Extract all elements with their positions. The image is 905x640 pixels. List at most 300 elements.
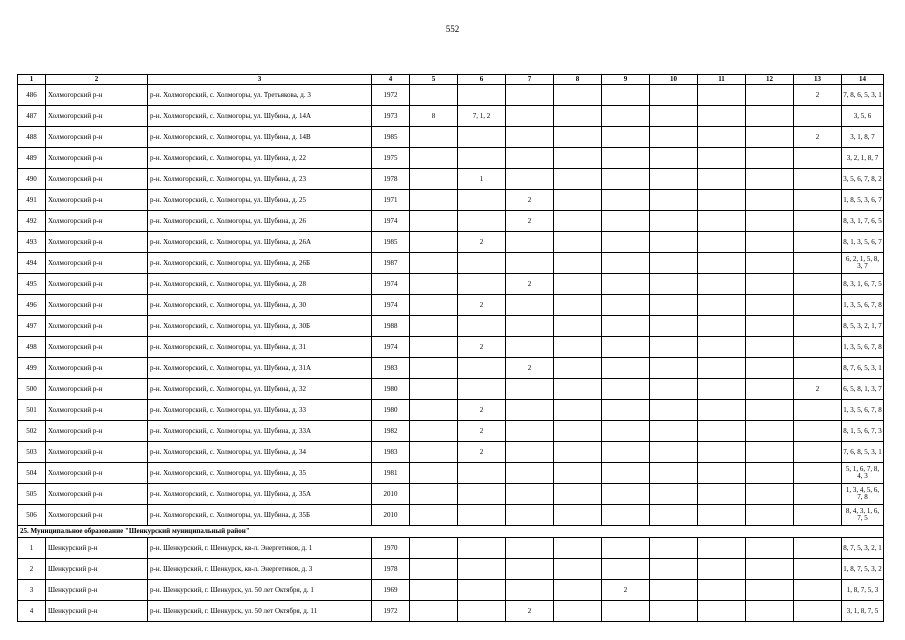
col6-cell [458,379,506,400]
col13-cell [794,442,842,463]
year-cell: 1985 [372,127,410,148]
row-number: 494 [18,253,46,274]
col11-cell [698,580,746,601]
table-row [18,538,884,559]
table-row [18,232,884,253]
col5-cell [410,127,458,148]
district-cell: Холмогорский р-н [46,463,148,484]
col10-cell [650,400,698,421]
address-cell: р-н. Холмогорский, с. Холмогоры, ул. Шубина, д. 23 [148,169,372,190]
district-cell: Шенкурский р-н [46,601,148,622]
table-row [18,484,884,505]
col11-cell [698,127,746,148]
address-cell: р-н. Холмогорский, с. Холмогоры, ул. Шубина, д. 33А [148,421,372,442]
district-cell: Холмогорский р-н [46,421,148,442]
col8-cell [554,538,602,559]
year-cell: 1970 [372,538,410,559]
col5-cell [410,295,458,316]
row-number: 498 [18,337,46,358]
col6-cell [458,316,506,337]
col12-cell [746,421,794,442]
col6-cell: 2 [458,400,506,421]
col6-cell: 2 [458,295,506,316]
col11-cell [698,274,746,295]
year-cell: 1972 [372,601,410,622]
address-cell: р-н. Холмогорский, с. Холмогоры, ул. Шубина, д. 31 [148,337,372,358]
col14-cell: 8, 4, 3, 1, 6, 7, 5 [842,505,884,526]
row-number: 490 [18,169,46,190]
row-number: 504 [18,463,46,484]
col8-cell [554,106,602,127]
table-row [18,316,884,337]
col7-cell [506,253,554,274]
col12-cell [746,190,794,211]
row-number: 497 [18,316,46,337]
col7-cell [506,505,554,526]
district-cell: Холмогорский р-н [46,442,148,463]
col7-cell [506,169,554,190]
row-number: 496 [18,295,46,316]
col12-cell [746,253,794,274]
col5-cell [410,85,458,106]
col9-cell [602,337,650,358]
column-header-8: 8 [554,75,602,85]
col9-cell [602,601,650,622]
year-cell: 1983 [372,442,410,463]
district-cell: Холмогорский р-н [46,379,148,400]
col6-cell [458,505,506,526]
row-number: 4 [18,601,46,622]
col14-cell: 8, 7, 6, 5, 3, 1 [842,358,884,379]
column-header-5: 5 [410,75,458,85]
col14-cell: 3, 5, 6, 7, 8, 2 [842,169,884,190]
col14-cell: 8, 7, 5, 3, 2, 1 [842,538,884,559]
col8-cell [554,127,602,148]
col13-cell [794,559,842,580]
col14-cell: 7, 8, 6, 5, 3, 1 [842,85,884,106]
table-body-kholmogory-a [18,85,884,316]
address-cell: р-н. Холмогорский, с. Холмогоры, ул. Шубина, д. 33 [148,400,372,421]
col10-cell [650,274,698,295]
col13-cell [794,505,842,526]
row-number: 493 [18,232,46,253]
col10-cell [650,358,698,379]
row-number: 491 [18,190,46,211]
col11-cell [698,295,746,316]
table-row [18,127,884,148]
col6-cell [458,601,506,622]
col13-cell [794,337,842,358]
table-row [18,559,884,580]
col5-cell [410,358,458,379]
col11-cell [698,379,746,400]
col14-cell: 8, 5, 3, 2, 1, 7 [842,316,884,337]
col5-cell [410,211,458,232]
col7-cell [506,106,554,127]
table-row [18,442,884,463]
col6-cell [458,85,506,106]
col14-cell: 3, 2, 1, 8, 7 [842,148,884,169]
row-number: 499 [18,358,46,379]
col5-cell [410,253,458,274]
col13-cell [794,106,842,127]
year-cell: 1987 [372,253,410,274]
col13-cell [794,169,842,190]
district-cell: Холмогорский р-н [46,253,148,274]
col9-cell [602,85,650,106]
col12-cell [746,274,794,295]
col9-cell [602,295,650,316]
col6-cell: 2 [458,232,506,253]
col14-cell: 1, 3, 4, 5, 6, 7, 8 [842,484,884,505]
table-row [18,274,884,295]
col7-cell: 2 [506,358,554,379]
col9-cell [602,505,650,526]
district-cell: Холмогорский р-н [46,190,148,211]
col14-cell: 8, 1, 5, 6, 7, 3 [842,421,884,442]
table-row [18,358,884,379]
col12-cell [746,148,794,169]
col8-cell [554,484,602,505]
col9-cell [602,169,650,190]
col13-cell [794,538,842,559]
col14-cell: 3, 1, 8, 7, 5 [842,601,884,622]
col5-cell [410,169,458,190]
year-cell: 1973 [372,106,410,127]
col14-cell: 1, 8, 7, 5, 3, 2 [842,559,884,580]
col11-cell [698,232,746,253]
col5-cell [410,400,458,421]
col14-cell: 1, 8, 5, 3, 6, 7 [842,190,884,211]
page-number: 552 [445,24,460,34]
col10-cell [650,442,698,463]
address-cell: р-н. Шенкурский, г. Шенкурск, ул. 50 лет Октября, д. 11 [148,601,372,622]
col12-cell [746,442,794,463]
col6-cell [458,358,506,379]
col5-cell [410,463,458,484]
col14-cell: 5, 1, 6, 7, 8, 4, 3 [842,463,884,484]
address-cell: р-н. Холмогорский, с. Холмогоры, ул. Шубина, д. 26 [148,211,372,232]
column-header-14: 14 [842,75,884,85]
col8-cell [554,601,602,622]
column-header-10: 10 [650,75,698,85]
district-cell: Холмогорский р-н [46,211,148,232]
year-cell: 1981 [372,463,410,484]
col6-cell [458,580,506,601]
year-cell: 1974 [372,274,410,295]
col5-cell [410,316,458,337]
col13-cell [794,316,842,337]
col9-cell [602,484,650,505]
district-cell: Холмогорский р-н [46,232,148,253]
row-number: 503 [18,442,46,463]
col13-cell [794,601,842,622]
table-body-shenkursk [18,538,884,622]
col12-cell [746,505,794,526]
col10-cell [650,337,698,358]
col7-cell [506,85,554,106]
housing-table [17,74,884,622]
table-row [18,580,884,601]
table-header-row [18,75,884,85]
col5-cell [410,337,458,358]
table-row [18,211,884,232]
col7-cell [506,337,554,358]
year-cell: 1988 [372,316,410,337]
column-header-7: 7 [506,75,554,85]
column-header-3: 3 [148,75,372,85]
address-cell: р-н. Шенкурский, г. Шенкурск, кв-л. Энергетиков, д. 3 [148,559,372,580]
address-cell: р-н. Холмогорский, с. Холмогоры, ул. Шубина, д. 35Б [148,505,372,526]
col11-cell [698,211,746,232]
col12-cell [746,484,794,505]
col11-cell [698,316,746,337]
column-header-6: 6 [458,75,506,85]
district-cell: Шенкурский р-н [46,538,148,559]
col9-cell [602,211,650,232]
year-cell: 1969 [372,580,410,601]
district-cell: Холмогорский р-н [46,484,148,505]
year-cell: 1978 [372,559,410,580]
col14-cell: 1, 3, 5, 6, 7, 8 [842,400,884,421]
col7-cell [506,379,554,400]
col14-cell: 7, 6, 8, 5, 3, 1 [842,442,884,463]
col5-cell [410,421,458,442]
col11-cell [698,601,746,622]
col8-cell [554,295,602,316]
col9-cell [602,538,650,559]
col13-cell [794,484,842,505]
year-cell: 1971 [372,190,410,211]
col10-cell [650,190,698,211]
table-body-kholmogory-b [18,316,884,526]
col12-cell [746,337,794,358]
address-cell: р-н. Холмогорский, с. Холмогоры, ул. Шубина, д. 25 [148,190,372,211]
district-cell: Холмогорский р-н [46,505,148,526]
col11-cell [698,463,746,484]
col9-cell [602,379,650,400]
col8-cell [554,169,602,190]
col7-cell [506,580,554,601]
district-cell: Шенкурский р-н [46,580,148,601]
table-row [18,400,884,421]
col9-cell [602,316,650,337]
district-cell: Холмогорский р-н [46,127,148,148]
col6-cell [458,484,506,505]
col10-cell [650,463,698,484]
col11-cell [698,400,746,421]
col9-cell [602,232,650,253]
col10-cell [650,148,698,169]
year-cell: 2010 [372,484,410,505]
col5-cell [410,379,458,400]
col6-cell [458,274,506,295]
table-row [18,505,884,526]
col13-cell: 2 [794,127,842,148]
year-cell: 1978 [372,169,410,190]
district-cell: Холмогорский р-н [46,400,148,421]
address-cell: р-н. Холмогорский, с. Холмогоры, ул. Шубина, д. 22 [148,148,372,169]
col7-cell: 2 [506,274,554,295]
col12-cell [746,169,794,190]
col9-cell: 2 [602,580,650,601]
table-row [18,601,884,622]
col10-cell [650,559,698,580]
col10-cell [650,106,698,127]
col12-cell [746,211,794,232]
col13-cell [794,274,842,295]
col7-cell [506,148,554,169]
col11-cell [698,442,746,463]
address-cell: р-н. Холмогорский, с. Холмогоры, ул. Шубина, д. 26Б [148,253,372,274]
col11-cell [698,106,746,127]
row-number: 488 [18,127,46,148]
table-row [18,463,884,484]
col9-cell [602,148,650,169]
col10-cell [650,295,698,316]
row-number: 502 [18,421,46,442]
year-cell: 1983 [372,358,410,379]
col12-cell [746,400,794,421]
col6-cell: 2 [458,442,506,463]
col9-cell [602,274,650,295]
district-cell: Холмогорский р-н [46,148,148,169]
col8-cell [554,559,602,580]
district-cell: Холмогорский р-н [46,337,148,358]
row-number: 487 [18,106,46,127]
col13-cell: 2 [794,85,842,106]
col12-cell [746,463,794,484]
col14-cell: 1, 3, 5, 6, 7, 8 [842,337,884,358]
col7-cell [506,559,554,580]
col14-cell: 8, 1, 3, 5, 6, 7 [842,232,884,253]
table-row [18,421,884,442]
column-header-13: 13 [794,75,842,85]
col6-cell [458,148,506,169]
row-number: 492 [18,211,46,232]
col11-cell [698,358,746,379]
col6-cell [458,127,506,148]
address-cell: р-н. Холмогорский, с. Холмогоры, ул. Шубина, д. 35А [148,484,372,505]
year-cell: 1974 [372,295,410,316]
row-number: 1 [18,538,46,559]
col9-cell [602,400,650,421]
col8-cell [554,337,602,358]
col7-cell [506,421,554,442]
col5-cell [410,232,458,253]
col9-cell [602,358,650,379]
row-number: 501 [18,400,46,421]
col8-cell [554,442,602,463]
col5-cell [410,484,458,505]
year-cell: 1982 [372,421,410,442]
col11-cell [698,253,746,274]
district-cell: Шенкурский р-н [46,559,148,580]
col12-cell [746,538,794,559]
district-cell: Холмогорский р-н [46,316,148,337]
year-cell: 1985 [372,232,410,253]
col12-cell [746,358,794,379]
col14-cell: 3, 1, 8, 7 [842,127,884,148]
col5-cell [410,274,458,295]
col8-cell [554,421,602,442]
table-row [18,106,884,127]
row-number: 506 [18,505,46,526]
col12-cell [746,85,794,106]
address-cell: р-н. Холмогорский, с. Холмогоры, ул. Шубина, д. 26А [148,232,372,253]
year-cell: 1974 [372,337,410,358]
row-number: 505 [18,484,46,505]
col7-cell [506,442,554,463]
col9-cell [602,106,650,127]
col14-cell: 8, 3, 1, 6, 7, 5 [842,274,884,295]
address-cell: р-н. Холмогорский, с. Холмогоры, ул. Шубина, д. 31А [148,358,372,379]
year-cell: 1980 [372,379,410,400]
col10-cell [650,211,698,232]
col5-cell: 8 [410,106,458,127]
col6-cell: 2 [458,421,506,442]
year-cell: 1972 [372,85,410,106]
col5-cell [410,505,458,526]
col6-cell: 1 [458,169,506,190]
col11-cell [698,484,746,505]
col9-cell [602,253,650,274]
col9-cell [602,190,650,211]
col6-cell: 7, 1, 2 [458,106,506,127]
address-cell: р-н. Холмогорский, с. Холмогоры, ул. Шубина, д. 14В [148,127,372,148]
col7-cell [506,316,554,337]
col7-cell [506,127,554,148]
col5-cell [410,442,458,463]
district-cell: Холмогорский р-н [46,106,148,127]
table-row [18,148,884,169]
col10-cell [650,421,698,442]
col10-cell [650,232,698,253]
address-cell: р-н. Холмогорский, с. Холмогоры, ул. Шубина, д. 35 [148,463,372,484]
col13-cell [794,190,842,211]
col5-cell [410,148,458,169]
col13-cell: 2 [794,379,842,400]
row-number: 489 [18,148,46,169]
col9-cell [602,463,650,484]
row-number: 3 [18,580,46,601]
table-row [18,379,884,400]
col8-cell [554,232,602,253]
col6-cell [458,538,506,559]
address-cell: р-н. Холмогорский, с. Холмогоры, ул. Шубина, д. 28 [148,274,372,295]
table-row [18,337,884,358]
col8-cell [554,358,602,379]
col12-cell [746,232,794,253]
col11-cell [698,148,746,169]
table-row [18,190,884,211]
col12-cell [746,601,794,622]
col5-cell [410,601,458,622]
column-header-11: 11 [698,75,746,85]
col5-cell [410,559,458,580]
col7-cell: 2 [506,190,554,211]
col13-cell [794,295,842,316]
column-header-12: 12 [746,75,794,85]
col8-cell [554,85,602,106]
col8-cell [554,274,602,295]
col8-cell [554,148,602,169]
col10-cell [650,601,698,622]
col5-cell [410,190,458,211]
row-number: 495 [18,274,46,295]
col12-cell [746,295,794,316]
section-header-row [18,526,884,538]
